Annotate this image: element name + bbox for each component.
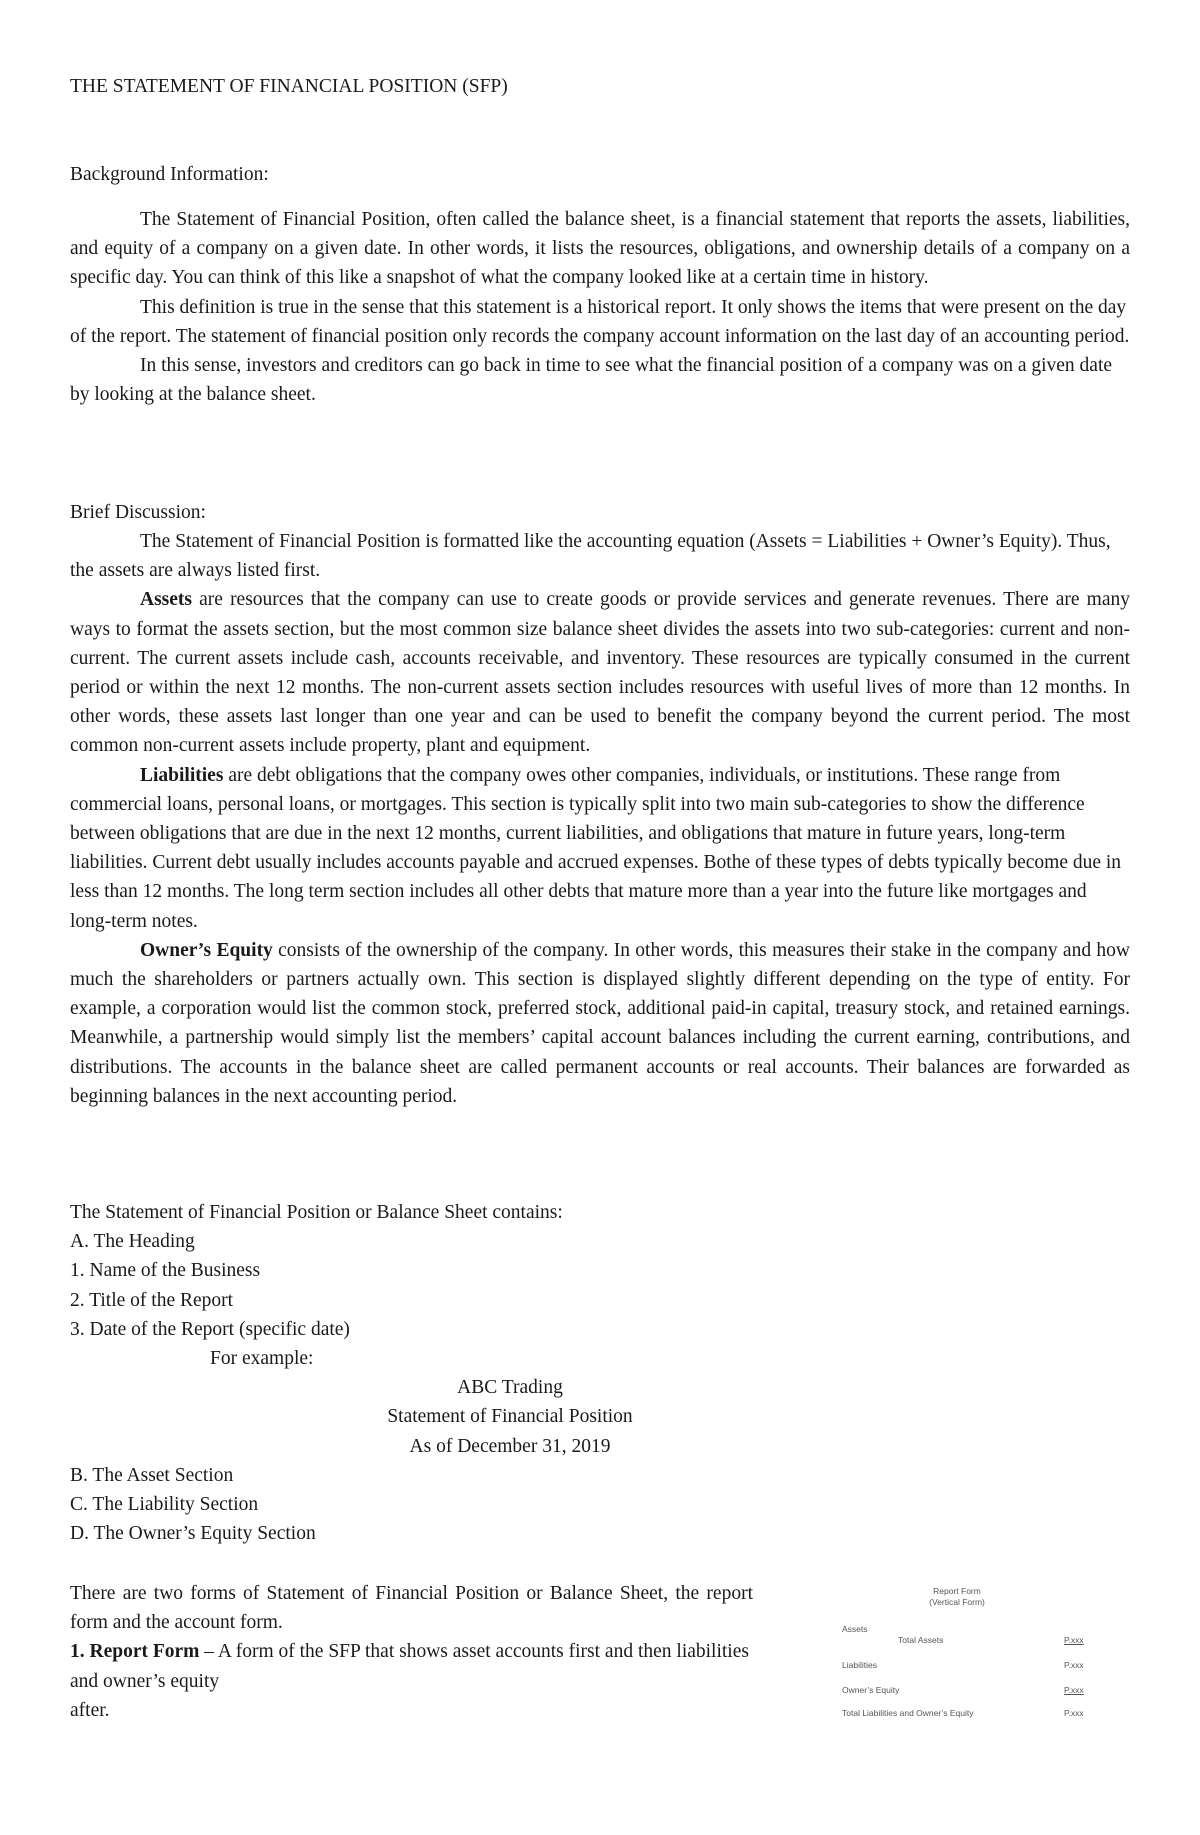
discussion-intro: The Statement of Financial Position is formatted like the accounting equation (Assets = Liabilities + Owner’s Equity). Thus, the assets are always listed first.	[70, 531, 1111, 582]
contents-list	[70, 1198, 1130, 1548]
discussion-label: Brief Discussion:	[70, 502, 206, 523]
report-form-text: – A form of the SFP that shows asset accounts first and then liabilities and owner’s equity	[70, 1641, 749, 1692]
figure-subtitle: (Vertical Form)	[929, 1597, 985, 1607]
example-line: Statement of Financial Position	[387, 1406, 633, 1428]
list-item: B. The Asset Section	[70, 1464, 234, 1486]
example-label: For example:	[210, 1348, 314, 1370]
list-item: 1. Name of the Business	[70, 1260, 261, 1282]
report-form-after: after.	[70, 1699, 110, 1721]
report-form-paragraph	[70, 1637, 753, 1695]
background-paragraph: In this sense, investors and creditors can go back in time to see what the financial position of a company was on a given date by looking at the balance sheet.	[70, 355, 1113, 406]
discussion-section	[70, 527, 1130, 1111]
list-item: 3. Date of the Report (specific date)	[70, 1318, 350, 1340]
figure-value: P.xxx	[1064, 1685, 1084, 1695]
background-paragraph: The Statement of Financial Position, often called the balance sheet, is a financial statement that reports the assets, liabilities, and equity of a company on a given date. In other words, it lists the resources, obligations, and ownership details of a company on a specific day. You can think of this like a snapshot of what the company looked like at a certain time in history.	[70, 209, 1130, 289]
assets-text: are resources that the company can use to create goods or provide services and generate revenues. There are many ways to format the assets section, but the most common size balance sheet divides the assets into two sub-categories: current and non-current. The current assets include cash, accounts receivable, and inventory. These resources are typically consumed in the current period or within the next 12 months. The non-current assets section includes resources with useful lives of more than 12 months. In other words, these assets last longer than one year and can be used to benefit the company beyond the current period. The most common non-current assets include property, plant and equipment.	[70, 589, 1130, 757]
forms-section	[70, 1579, 753, 1725]
figure-value: P.xxx	[1064, 1660, 1084, 1670]
background-section	[70, 205, 1130, 409]
equity-paragraph	[70, 936, 1130, 1111]
figure-value: P.xxx	[1064, 1708, 1084, 1718]
background-paragraph: This definition is true in the sense that this statement is a historical report. It only shows the items that were present on the day of the report. The statement of financial position only records the company account information on the last day of an accounting period.	[70, 296, 1130, 347]
assets-term: Assets	[140, 589, 192, 611]
list-item: C. The Liability Section	[70, 1494, 259, 1516]
list-item: D. The Owner’s Equity Section	[70, 1523, 316, 1545]
equity-text: consists of the ownership of the company. In other words, this measures their stake in the company and how much the shareholders or partners actually own. This section is displayed slightly different depending on the type of entity. For example, a corporation would list the common stock, preferred stock, additional paid-in capital, treasury stock, and retained earnings. Meanwhile, a partnership would simply list the members’ capital account balances including the current earning, contributions, and distributions. The accounts in the balance sheet are called permanent accounts or real accounts. Their balances are forwarded as beginning balances in the next accounting period.	[70, 939, 1130, 1107]
assets-paragraph	[70, 585, 1130, 760]
example-line: ABC Trading	[457, 1377, 563, 1399]
document-title: THE STATEMENT OF FINANCIAL POSITION (SFP)	[70, 76, 508, 97]
forms-intro: There are two forms of Statement of Financial Position or Balance Sheet, the report form and the account form.	[70, 1583, 753, 1634]
liabilities-paragraph	[70, 761, 1130, 936]
figure-total-label: Total Liabilities and Owner’s Equity	[842, 1708, 974, 1718]
figure-equity-label: Owner’s Equity	[842, 1685, 900, 1695]
liabilities-text: are debt obligations that the company owes other companies, individuals, or institutions. These range from commercial loans, personal loans, or mortgages. This section is typically split into two main sub-categories to show the difference between obligations that are due in the next 12 months, current liabilities, and obligations that mature in future years, long-term liabilities. Current debt usually includes accounts payable and accrued expenses. Bothe of these types of debts typically become due in less than 12 months. The long term section includes all other debts that mature more than a year into the future like mortgages and long-term notes.	[70, 764, 1122, 932]
liabilities-term: Liabilities	[140, 764, 224, 786]
figure-total-assets-label: Total Assets	[898, 1635, 944, 1645]
list-item: A. The Heading	[70, 1231, 195, 1253]
background-label: Background Information:	[70, 164, 269, 185]
list-item: 2. Title of the Report	[70, 1289, 234, 1311]
figure-title: Report Form	[933, 1586, 981, 1596]
figure-assets-label: Assets	[842, 1624, 868, 1634]
figure-liabilities-label: Liabilities	[842, 1660, 877, 1670]
equity-term: Owner’s Equity	[140, 939, 273, 961]
report-form-figure	[780, 1572, 1140, 1732]
contents-intro: The Statement of Financial Position or Balance Sheet contains:	[70, 1202, 563, 1223]
figure-value: P.xxx	[1064, 1635, 1084, 1645]
report-form-term: 1. Report Form	[70, 1641, 200, 1663]
example-heading	[70, 1373, 950, 1461]
example-line: As of December 31, 2019	[409, 1435, 611, 1457]
